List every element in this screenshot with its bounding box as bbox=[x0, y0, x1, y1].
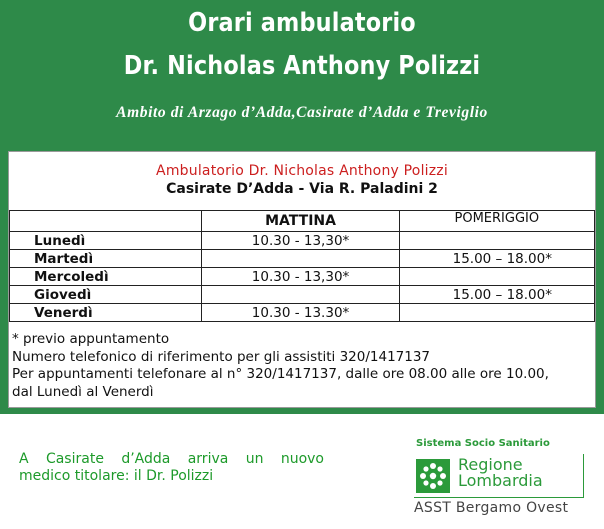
caption-word: Casirate bbox=[45, 451, 104, 467]
column-header-afternoon: POMERIGGIO bbox=[399, 211, 594, 232]
caption-word: nuovo bbox=[280, 451, 324, 467]
caption-word: arriva bbox=[187, 451, 229, 467]
day-cell: Martedì bbox=[10, 250, 202, 268]
logo-asst-text: ASST Bergamo Ovest bbox=[414, 500, 569, 516]
note-line: Per appuntamenti telefonare al n° 320/1417137, dalle ore 08.00 alle ore 10.00, bbox=[12, 366, 549, 382]
page-title-line2: Dr. Nicholas Anthony Polizzi bbox=[123, 51, 481, 81]
caption-word: un bbox=[245, 451, 264, 467]
afternoon-cell: 15.00 – 18.00* bbox=[399, 286, 594, 304]
logo-region-name bbox=[458, 457, 543, 489]
note-line: Numero telefonico di riferimento per gli assistiti 320/1417137 bbox=[12, 348, 431, 365]
morning-cell bbox=[202, 250, 399, 268]
page-subtitle: Ambito di Arzago d’Adda,Casirate d’Adda e Treviglio bbox=[116, 104, 488, 121]
table-header-row bbox=[10, 211, 595, 232]
caption-line1 bbox=[19, 451, 324, 468]
notes-block bbox=[12, 331, 592, 401]
schedule-table bbox=[9, 210, 595, 322]
note-line: dal Lunedì al Venerdì bbox=[12, 383, 154, 400]
schedule-document bbox=[8, 151, 596, 408]
table-header-empty bbox=[10, 211, 202, 232]
morning-cell: 10.30 - 13,30* bbox=[202, 232, 399, 250]
day-cell: Mercoledì bbox=[10, 268, 202, 286]
document-title: Ambulatorio Dr. Nicholas Anthony Polizzi bbox=[156, 163, 448, 179]
day-cell: Lunedì bbox=[10, 232, 202, 250]
page-title-line1: Orari ambulatorio bbox=[188, 8, 416, 38]
morning-cell: 10.30 - 13,30* bbox=[202, 268, 399, 286]
table-row bbox=[10, 250, 595, 268]
morning-cell: 10.30 - 13.30* bbox=[202, 304, 399, 322]
lombardia-rose-icon bbox=[416, 459, 450, 493]
document-address: Casirate D’Adda - Via R. Paladini 2 bbox=[166, 181, 438, 197]
day-cell: Giovedì bbox=[10, 286, 202, 304]
morning-cell bbox=[202, 286, 399, 304]
afternoon-cell bbox=[399, 304, 594, 322]
caption-word: A bbox=[19, 451, 29, 467]
caption-word: d’Adda bbox=[121, 451, 171, 467]
day-cell: Venerdì bbox=[10, 304, 202, 322]
note-line: * previo appuntamento bbox=[12, 331, 170, 347]
table-row bbox=[10, 232, 595, 250]
caption-line2: medico titolare: il Dr. Polizzi bbox=[19, 468, 214, 484]
afternoon-cell: 15.00 – 18.00* bbox=[399, 250, 594, 268]
asst-logo bbox=[414, 438, 594, 518]
logo-region-line2: Lombardia bbox=[458, 471, 543, 490]
caption-text bbox=[19, 451, 324, 485]
afternoon-cell bbox=[399, 232, 594, 250]
column-header-morning: MATTINA bbox=[202, 211, 399, 232]
table-row bbox=[10, 286, 595, 304]
logo-region-line1: Regione bbox=[458, 455, 523, 474]
logo-system-text: Sistema Socio Sanitario bbox=[416, 438, 550, 449]
table-row bbox=[10, 268, 595, 286]
table-row bbox=[10, 304, 595, 322]
afternoon-cell bbox=[399, 268, 594, 286]
